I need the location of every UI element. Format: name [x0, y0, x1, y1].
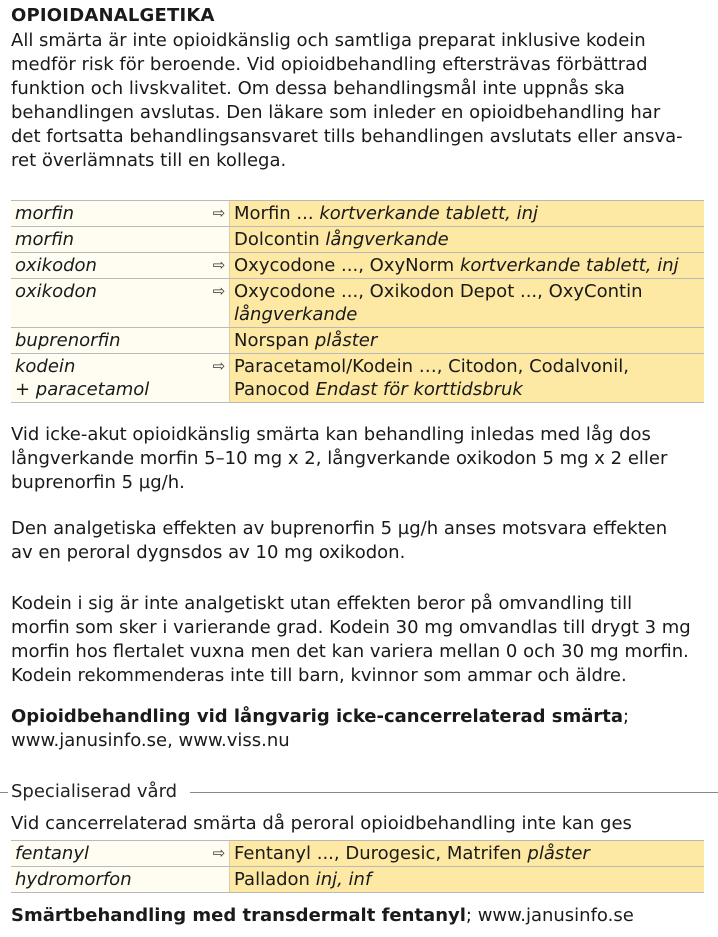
arrow-icon: ⇨ — [209, 279, 230, 327]
product-description: plåster — [527, 843, 590, 864]
arrow-icon — [209, 227, 230, 252]
product-cell — [230, 227, 704, 252]
product-description: långverkande — [234, 304, 358, 325]
table-row — [11, 253, 704, 279]
reference-title: Smärtbehandling med transdermalt fentanyl — [11, 905, 466, 926]
table-row — [11, 328, 704, 354]
product-cell — [230, 253, 704, 278]
specialist-table — [11, 840, 704, 893]
divider — [0, 792, 8, 793]
product-description: inj, inf — [315, 869, 372, 890]
product-cell — [230, 201, 704, 226]
product-name: Paracetamol/Kodein …, Citodon, Codalvonil, Panocod — [234, 356, 629, 400]
arrow-icon: ⇨ — [209, 354, 230, 402]
arrow-icon: ⇨ — [209, 841, 230, 866]
arrow-icon: ⇨ — [209, 253, 230, 278]
product-name: Fentanyl ..., Durogesic, Matrifen — [234, 843, 522, 864]
table-row — [11, 227, 704, 253]
product-description: kortverkande tablett, inj — [459, 255, 679, 276]
buprenorphine-paragraph: Den analgetiska effekten av buprenorfin 5 µg/h anses motsvara effekten av en peroral dygnsdos av 10 mg oxikodon. — [11, 518, 668, 563]
product-description: kortverkande tablett, inj — [319, 203, 538, 224]
product-cell — [230, 279, 704, 327]
arrow-icon: ⇨ — [209, 201, 230, 226]
arrow-icon — [209, 328, 230, 353]
product-name: Dolcontin — [234, 229, 320, 250]
section-label: Specialiserad vård — [11, 780, 183, 804]
product-cell — [230, 867, 704, 892]
section-heading: OPIOIDANALGETIKA — [11, 5, 215, 26]
table-row — [11, 201, 704, 227]
reference-title: Opioidbehandling vid långvarig icke-cancerrelaterad smärta — [11, 706, 624, 727]
product-name: Oxycodone ..., Oxikodon Depot ..., OxyContin — [234, 281, 643, 302]
divider — [190, 792, 718, 793]
table-row — [11, 867, 704, 893]
reference-link-2 — [11, 904, 711, 928]
substance-name: oxikodon — [11, 253, 209, 278]
substance-name: oxikodon — [11, 279, 209, 327]
substance-name: hydromorfon — [11, 867, 209, 892]
product-description: Endast för korttidsbruk — [315, 379, 523, 400]
product-cell — [230, 328, 704, 353]
substance-name: morfin — [11, 201, 209, 226]
reference-urls: ; www.janusinfo.se, www.viss.nu — [11, 706, 630, 751]
table-row — [11, 279, 704, 328]
product-name: Palladon — [234, 869, 310, 890]
substance-name: fentanyl — [11, 841, 209, 866]
product-cell — [230, 354, 704, 402]
product-description: långverkande — [325, 229, 449, 250]
dosage-paragraph: Vid icke-akut opioidkänslig smärta kan behandling inledas med låg dos långverkande morfin 5–10 mg x 2, långverkande oxikodon 5 mg x 2 eller buprenorfin 5 µg/h. — [11, 424, 668, 493]
reference-link-1 — [11, 705, 711, 753]
product-name: Oxycodone ..., OxyNorm — [234, 255, 455, 276]
substance-name: kodein + paracetamol — [11, 354, 209, 402]
product-name: Norspan — [234, 330, 310, 351]
table-row — [11, 841, 704, 867]
reference-urls: ; www.janusinfo.se — [465, 905, 634, 926]
substance-name: buprenorfin — [11, 328, 209, 353]
product-description: plåster — [314, 330, 378, 351]
substance-name: morfin — [11, 227, 209, 252]
codeine-paragraph: Kodein i sig är inte analgetiskt utan effekten beror på omvandling till morfin som sker i varierande grad. Kodein 30 mg omvandlas till drygt 3 mg morfin hos flertalet vuxna men det kan variera mellan 0 och 30 mg morfin. Kodein rekommenderas inte till barn, kvinnor som ammar och äldre. — [11, 593, 691, 686]
product-name: Morfin ... — [234, 203, 314, 224]
arrow-icon — [209, 867, 230, 892]
product-cell — [230, 841, 704, 866]
table-row — [11, 354, 704, 403]
opioid-table — [11, 200, 704, 403]
cancer-paragraph: Vid cancerrelaterad smärta då peroral opioidbehandling inte kan ges — [11, 813, 632, 834]
intro-paragraph: All smärta är inte opioidkänslig och samtliga preparat inklusive kodein medför risk för beroende. Vid opioidbehandling eftersträvas förbättrad funktion och livskvalitet. Om dessa behandlingsmål inte uppnås ska behandlingen avslutas. Den läkare som inleder en opioidbehandling har det fortsatta behandlingsansvaret tills behandlingen avslutats eller ansva- ret överlämnats till en kollega. — [11, 30, 683, 171]
